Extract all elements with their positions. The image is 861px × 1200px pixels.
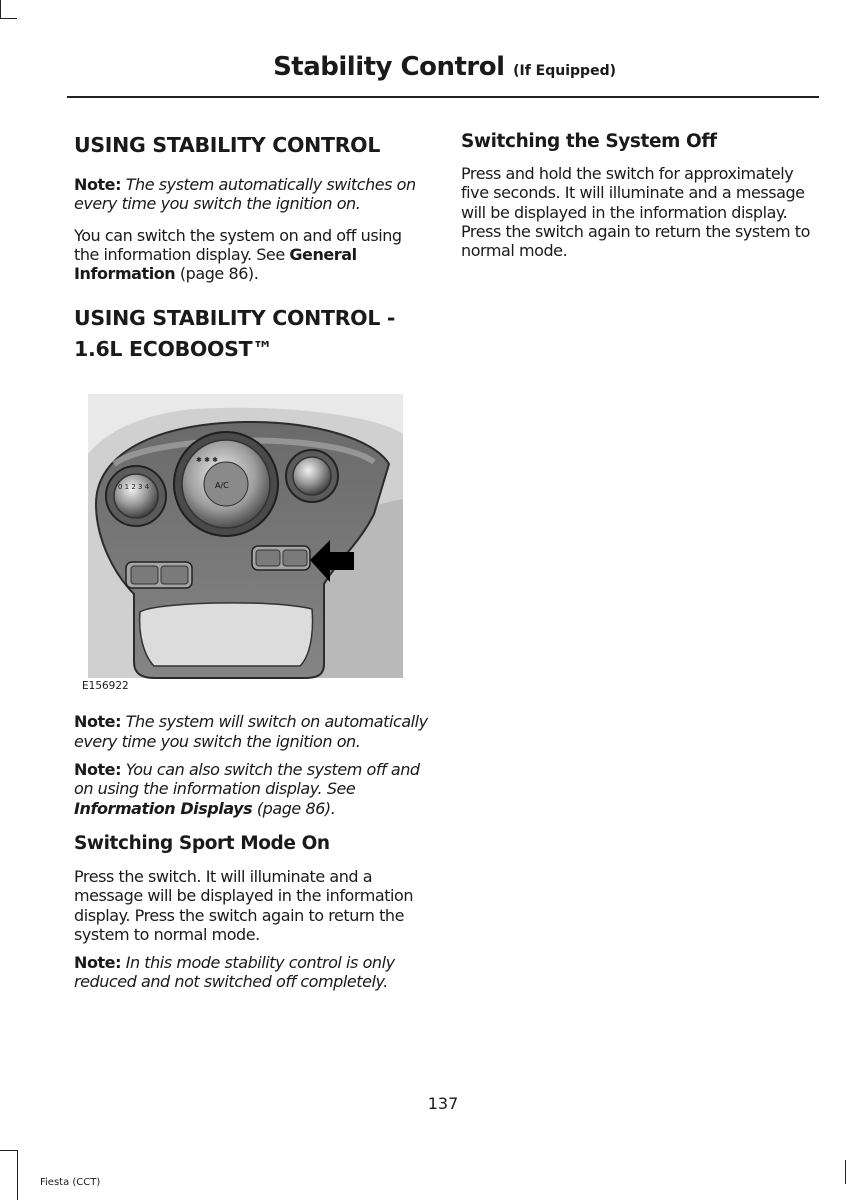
footer-model-label: Fiesta (CCT) <box>40 1177 101 1188</box>
page-reference: (page 86). <box>175 264 259 284</box>
svg-text:A/C: A/C <box>215 481 229 491</box>
note-label: Note: <box>74 712 122 732</box>
note-label: Note: <box>74 953 122 973</box>
crop-mark-top-left-v <box>0 0 1 18</box>
note-switch-on-auto <box>74 712 429 751</box>
crop-mark-bottom-left-v <box>17 1150 18 1200</box>
page-title <box>273 52 616 82</box>
xref-general-information-link[interactable]: General Information <box>74 244 357 284</box>
crop-mark-bottom-right-v <box>845 1160 846 1184</box>
note-sport-mode-reduced <box>74 953 429 992</box>
svg-text:0 1 2 3 4: 0 1 2 3 4 <box>118 483 150 492</box>
page-title-qualifier: (If Equipped) <box>513 63 616 79</box>
note-text: The system automatically switches on every time you switch the ignition on. <box>74 175 416 214</box>
note-text: You can also switch the system off and on using the information display. See <box>74 760 420 799</box>
xref-information-displays-link[interactable]: Information Displays <box>74 798 253 818</box>
paragraph-text: You can switch the system on and off using the information display. See <box>74 225 402 264</box>
page-reference: (page 86). <box>252 798 336 818</box>
section-heading-ecoboost: USING STABILITY CONTROL - 1.6L ECOBOOST™ <box>74 306 396 362</box>
paragraph-text: Press the switch. It will illuminate and a message will be displayed in the information display. Press the switch again to return the system to normal mode. <box>74 866 414 944</box>
paragraph-info-display <box>74 226 429 284</box>
note-text: In this mode stability control is only reduced and not switched off completely. <box>74 953 395 992</box>
title-rule <box>67 96 819 98</box>
figure-code: E156922 <box>82 680 129 693</box>
section-heading-using-stability-control: USING STABILITY CONTROL <box>74 133 381 157</box>
paragraph-sport-mode <box>74 867 429 944</box>
crop-mark-top-left-h <box>0 18 17 19</box>
dashboard-illustration <box>74 394 429 694</box>
left-column <box>74 130 429 992</box>
crop-mark-bottom-left-h <box>0 1150 17 1151</box>
right-column <box>461 130 816 260</box>
subheading-system-off: Switching the System Off <box>461 131 717 152</box>
page-title-main: Stability Control <box>273 52 505 82</box>
note-auto-switch <box>74 175 429 214</box>
paragraph-system-off <box>461 164 816 260</box>
note-label: Note: <box>74 175 122 194</box>
note-label: Note: <box>74 760 122 780</box>
note-text: The system will switch on automatically every time you switch the ignition on. <box>74 712 428 751</box>
subheading-sport-mode-on: Switching Sport Mode On <box>74 832 330 854</box>
note-info-display <box>74 760 429 818</box>
paragraph-text: Press and hold the switch for approximately five seconds. It will illuminate and a message will be displayed in the information display. Press the switch again to return the system to normal mode. <box>461 164 810 261</box>
dashboard-switch-figure <box>74 394 429 694</box>
page-number: 137 <box>427 1094 459 1113</box>
svg-text:✱ ✱ ✱: ✱ ✱ ✱ <box>196 456 219 465</box>
